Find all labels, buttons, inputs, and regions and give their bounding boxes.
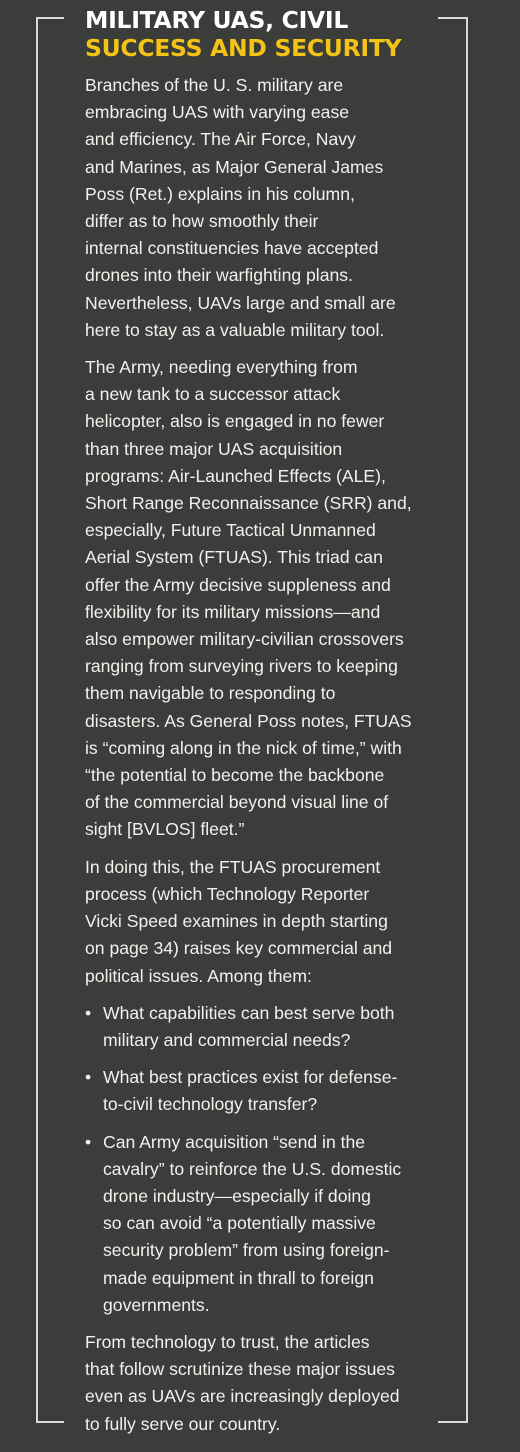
- text-line: governments.: [103, 1294, 210, 1315]
- text-line: sight [BVLOS] fleet.”: [85, 819, 245, 840]
- text-line: Nevertheless, UAVs large and small are: [85, 292, 396, 313]
- closing-paragraph: [85, 1329, 441, 1438]
- text-line: Short Range Reconnaissance (SRR) and,: [85, 493, 412, 514]
- text-line: of the commercial beyond visual line of: [85, 792, 389, 813]
- text-line: and efficiency. The Air Force, Navy: [85, 129, 356, 150]
- text-line: made equipment in thrall to foreign: [103, 1267, 374, 1288]
- text-line: From technology to trust, the articles: [85, 1331, 370, 1352]
- text-line: to-civil technology transfer?: [103, 1094, 318, 1115]
- title-line-1: MILITARY UAS, CIVIL: [85, 6, 349, 34]
- text-line: flexibility for its military missions—and: [85, 601, 381, 622]
- text-line: What best practices exist for defense-: [103, 1067, 398, 1088]
- sidebar-article: [85, 6, 441, 1448]
- text-line: security problem” from using foreign-: [103, 1240, 390, 1261]
- text-line: Poss (Ret.) explains in his column,: [85, 183, 355, 204]
- text-line: The Army, needing everything from: [85, 357, 358, 378]
- text-line: Aerial System (FTUAS). This triad can: [85, 547, 383, 568]
- text-line: programs: Air-Launched Effects (ALE),: [85, 465, 386, 486]
- sidebar-title: [85, 6, 441, 62]
- text-line: offer the Army decisive suppleness and: [85, 574, 391, 595]
- text-line: internal constituencies have accepted: [85, 238, 379, 259]
- frame-corner-bottom-right: [438, 1421, 468, 1423]
- text-line: them navigable to responding to: [85, 683, 336, 704]
- text-line: Branches of the U. S. military are: [85, 75, 344, 95]
- text-line: so can avoid “a potentially massive: [103, 1213, 376, 1234]
- text-line: drone industry—especially if doing: [103, 1185, 371, 1206]
- text-line: process (which Technology Reporter: [85, 883, 370, 904]
- text-line: than three major UAS acquisition: [85, 438, 343, 459]
- text-line: here to stay as a valuable military tool.: [85, 319, 385, 340]
- bullet-item: [85, 1064, 441, 1118]
- bullet-marker: •: [85, 1002, 92, 1023]
- body-text: [85, 72, 441, 990]
- frame-left-edge: [36, 17, 38, 1421]
- text-line: that follow scrutinize these major issues: [85, 1359, 395, 1380]
- title-line-2: SUCCESS AND SECURITY: [85, 34, 402, 62]
- text-line: political issues. Among them:: [85, 965, 312, 986]
- text-line: even as UAVs are increasingly deployed: [85, 1386, 400, 1407]
- frame-corner-bottom-left: [36, 1421, 64, 1423]
- bullet-item: [85, 1000, 441, 1054]
- bullet-item: [85, 1129, 441, 1319]
- text-line: In doing this, the FTUAS procurement: [85, 856, 381, 877]
- body-paragraph: [85, 854, 441, 990]
- frame-corner-top-left: [36, 17, 64, 19]
- text-line: disasters. As General Poss notes, FTUAS: [85, 710, 412, 731]
- text-line: a new tank to a successor attack: [85, 384, 341, 405]
- text-line: What capabilities can best serve both: [103, 1002, 395, 1023]
- bullet-marker: •: [85, 1067, 92, 1088]
- text-line: to fully serve our country.: [85, 1413, 281, 1434]
- body-paragraph: [85, 72, 441, 344]
- bullet-list: [85, 1000, 441, 1319]
- text-line: Vicki Speed examines in depth starting: [85, 911, 388, 932]
- body-paragraph: [85, 354, 441, 844]
- text-line: military and commercial needs?: [103, 1029, 351, 1050]
- text-line: ranging from surveying rivers to keeping: [85, 656, 398, 677]
- text-line: drones into their warfighting plans.: [85, 265, 353, 286]
- text-line: differ as to how smoothly their: [85, 211, 319, 232]
- text-line: “the potential to become the backbone: [85, 765, 385, 786]
- text-line: also empower military-civilian crossovers: [85, 629, 404, 650]
- text-line: on page 34) raises key commercial and: [85, 938, 393, 959]
- frame-corner-top-right: [438, 17, 468, 19]
- text-line: cavalry” to reinforce the U.S. domestic: [103, 1158, 402, 1179]
- text-line: Can Army acquisition “send in the: [103, 1131, 366, 1152]
- bullet-marker: •: [85, 1131, 92, 1152]
- text-line: embracing UAS with varying ease: [85, 102, 350, 123]
- text-line: and Marines, as Major General James: [85, 156, 384, 177]
- text-line: helicopter, also is engaged in no fewer: [85, 411, 385, 432]
- text-line: especially, Future Tactical Unmanned: [85, 520, 376, 541]
- frame-right-edge: [466, 17, 468, 1421]
- text-line: is “coming along in the nick of time,” with: [85, 737, 402, 758]
